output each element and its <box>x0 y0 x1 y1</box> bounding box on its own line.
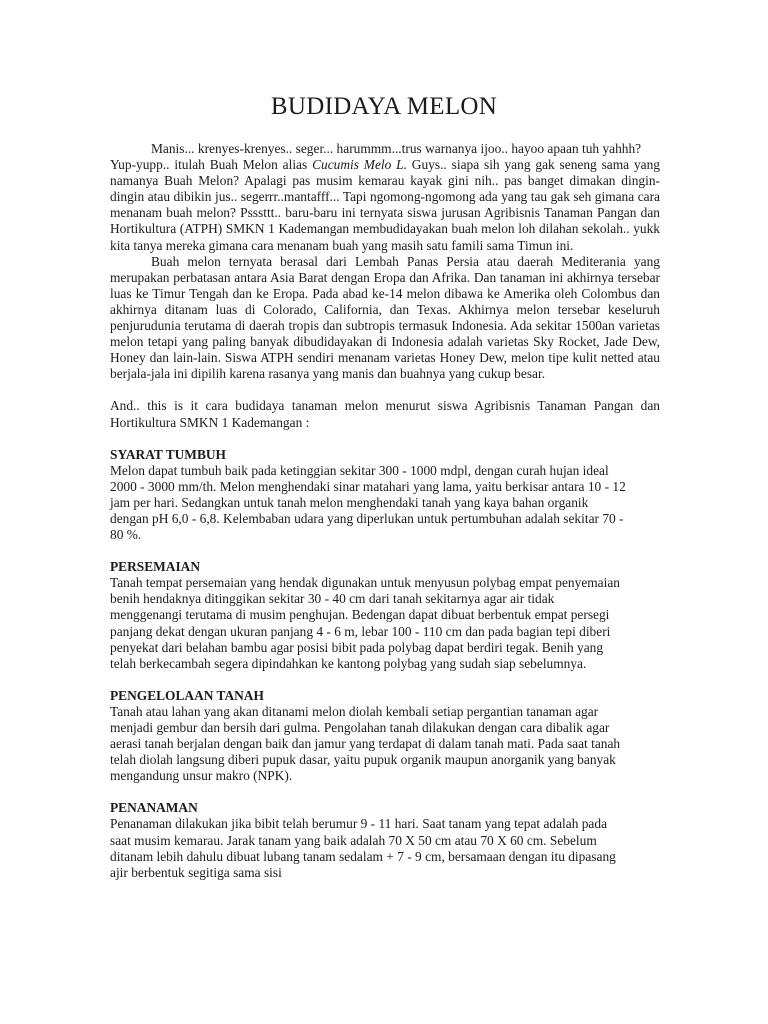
section-gap <box>110 784 660 800</box>
section-gap <box>110 543 660 559</box>
section-heading: PENGELOLAAN TANAH <box>110 687 264 703</box>
sections-container <box>110 431 660 881</box>
section-line: telah diolah langsung diberi pupuk dasar, yaitu pupuk organik maupun anorganik yang banyak <box>110 752 616 768</box>
intro-paragraph-1: Manis... krenyes-krenyes.. seger... harummm...trus warnanya ijoo.. hayoo apaan tuh yahhh? <box>151 141 642 156</box>
section-line: panjang dekat dengan ukuran panjang 4 - 6 m, lebar 100 - 110 cm dan pada bagian tepi diberi <box>110 623 611 639</box>
scientific-name: Cucumis Melo L. <box>312 157 407 173</box>
section-gap <box>110 431 660 447</box>
section-line: Tanah tempat persemaian yang hendak digunakan untuk menyusun polybag empat penyemaian <box>110 575 620 591</box>
paragraph-gap <box>110 382 660 398</box>
section-line: Penanaman dilakukan jika bibit telah berumur 9 - 11 hari. Saat tanam yang tepat adalah pada <box>110 816 608 832</box>
section-line: Melon dapat tumbuh baik pada ketinggian sekitar 300 - 1000 mdpl, dengan curah hujan ideal <box>110 462 609 478</box>
intro-paragraph-4: And.. this is it cara budidaya tanaman melon menurut siswa Agribisnis Tanaman Pangan dan Hortikultura SMKN 1 Kademangan : <box>110 398 660 430</box>
section-line: menggenangi terutama di musim penghujan. Bedengan dapat dibuat berbentuk empat persegi <box>110 607 610 623</box>
intro-paragraph-3: Buah melon ternyata berasal dari Lembah Panas Persia atau daerah Mediterania yang merupakan perbatasan antara Asia Barat dengan Eropa dan Afrika. Dan tanaman ini akhirnya tersebar luas ke Timur Tengah dan ke Eropa. Pada abad ke-14 melon dibawa ke Amerika oleh Colombus dan akhirnya ditanam luas di Colorado, California, dan Texas. Akhirnya melon tersebar keseluruh penjurudunia terutama di daerah tropis dan subtropis termasuk Indonesia. Ada sekitar 1500an varietas melon tetapi yang paling banyak dibudidayakan di Indonesia adalah varietas Sky Rocket, Jade Dew, Honey dan lain-lain. Siswa ATPH sendiri menanam varietas Honey Dew, melon tipe kulit netted atau berjala-jala ini dipilih karena rasanya yang manis dan buahnya yang cukup besar. <box>110 253 660 382</box>
section-heading: SYARAT TUMBUH <box>110 446 226 462</box>
section-line: benih hendaknya ditinggikan sekitar 30 - 40 cm dari tanah sekitarnya agar air tidak <box>110 591 555 607</box>
section-line: ajir berbentuk segitiga sama sisi <box>110 864 282 880</box>
section-heading: PERSEMAIAN <box>110 559 201 575</box>
section-line: menjadi gembur dan bersih dari gulma. Pengolahan tanah dilakukan dengan cara dibalik agar <box>110 720 610 735</box>
section-line: jam per hari. Sedangkan untuk tanah melon menghendaki tanah yang kaya bahan organik <box>110 494 589 510</box>
intro-paragraph-2-start: Yup-yupp.. itulah Buah Melon alias <box>110 157 313 173</box>
section-line: aerasi tanah berjalan dengan baik dan jamur yang terdapat di dalam tanah mati. Pada saat tanah <box>110 736 621 752</box>
section-line: 2000 - 3000 mm/th. Melon menghendaki sinar matahari yang lama, yaitu berkisar antara 10 - 12 <box>110 478 626 494</box>
intro-paragraph-2-rest: Guys.. siapa sih yang gak seneng sama yang namanya Buah Melon? Apalagi pas musim kemarau kayak gini nih.. pas banget dimakan dingin-dingin atau dibikin jus.. segerrr..mantafff... Tapi ngomong-ngomong ada yang tau gak seh gimana cara menanam buah melon? Psssttt.. baru-baru ini ternyata siswa jurusan Agribisnis Tanaman Pangan dan Hortikultura (ATPH) SMKN 1 Kademangan membudidayakan buah melon loh dilahan sekolah.. yukk kita tanya mereka gimana cara menanam buah yang masih satu famili sama Timun ini. <box>110 157 660 253</box>
section-line: 80 %. <box>110 527 142 543</box>
intro-paragraph-2 <box>110 157 660 254</box>
section-line: penyekat dari belahan bambu agar posisi bibit pada polybag dapat berdiri tegak. Benih yang <box>110 639 604 655</box>
section-line: mengandung unsur makro (NPK). <box>110 768 293 784</box>
section-line: ditanam lebih dahulu dibuat lubang tanam sedalam + 7 - 9 cm, bersamaan dengan itu dipasang <box>110 848 616 864</box>
section-gap <box>110 672 660 688</box>
section-line: Tanah atau lahan yang akan ditanami melon diolah kembali setiap pergantian tanaman agar <box>110 703 599 719</box>
section-heading: PENANAMAN <box>110 800 198 816</box>
section-line: saat musim kemarau. Jarak tanam yang baik adalah 70 X 50 cm atau 70 X 60 cm. Sebelum <box>110 832 597 848</box>
section-line: dengan pH 6,0 - 6,8. Kelembaban udara yang diperlukan untuk pertumbuhan adalah sekitar 70 - <box>110 510 624 526</box>
section-line: telah berkecambah segera dipindahkan ke kantong polybag yang sudah siap sebelumnya. <box>110 655 587 671</box>
document-body <box>110 141 660 881</box>
document-title: BUDIDAYA MELON <box>270 93 498 120</box>
